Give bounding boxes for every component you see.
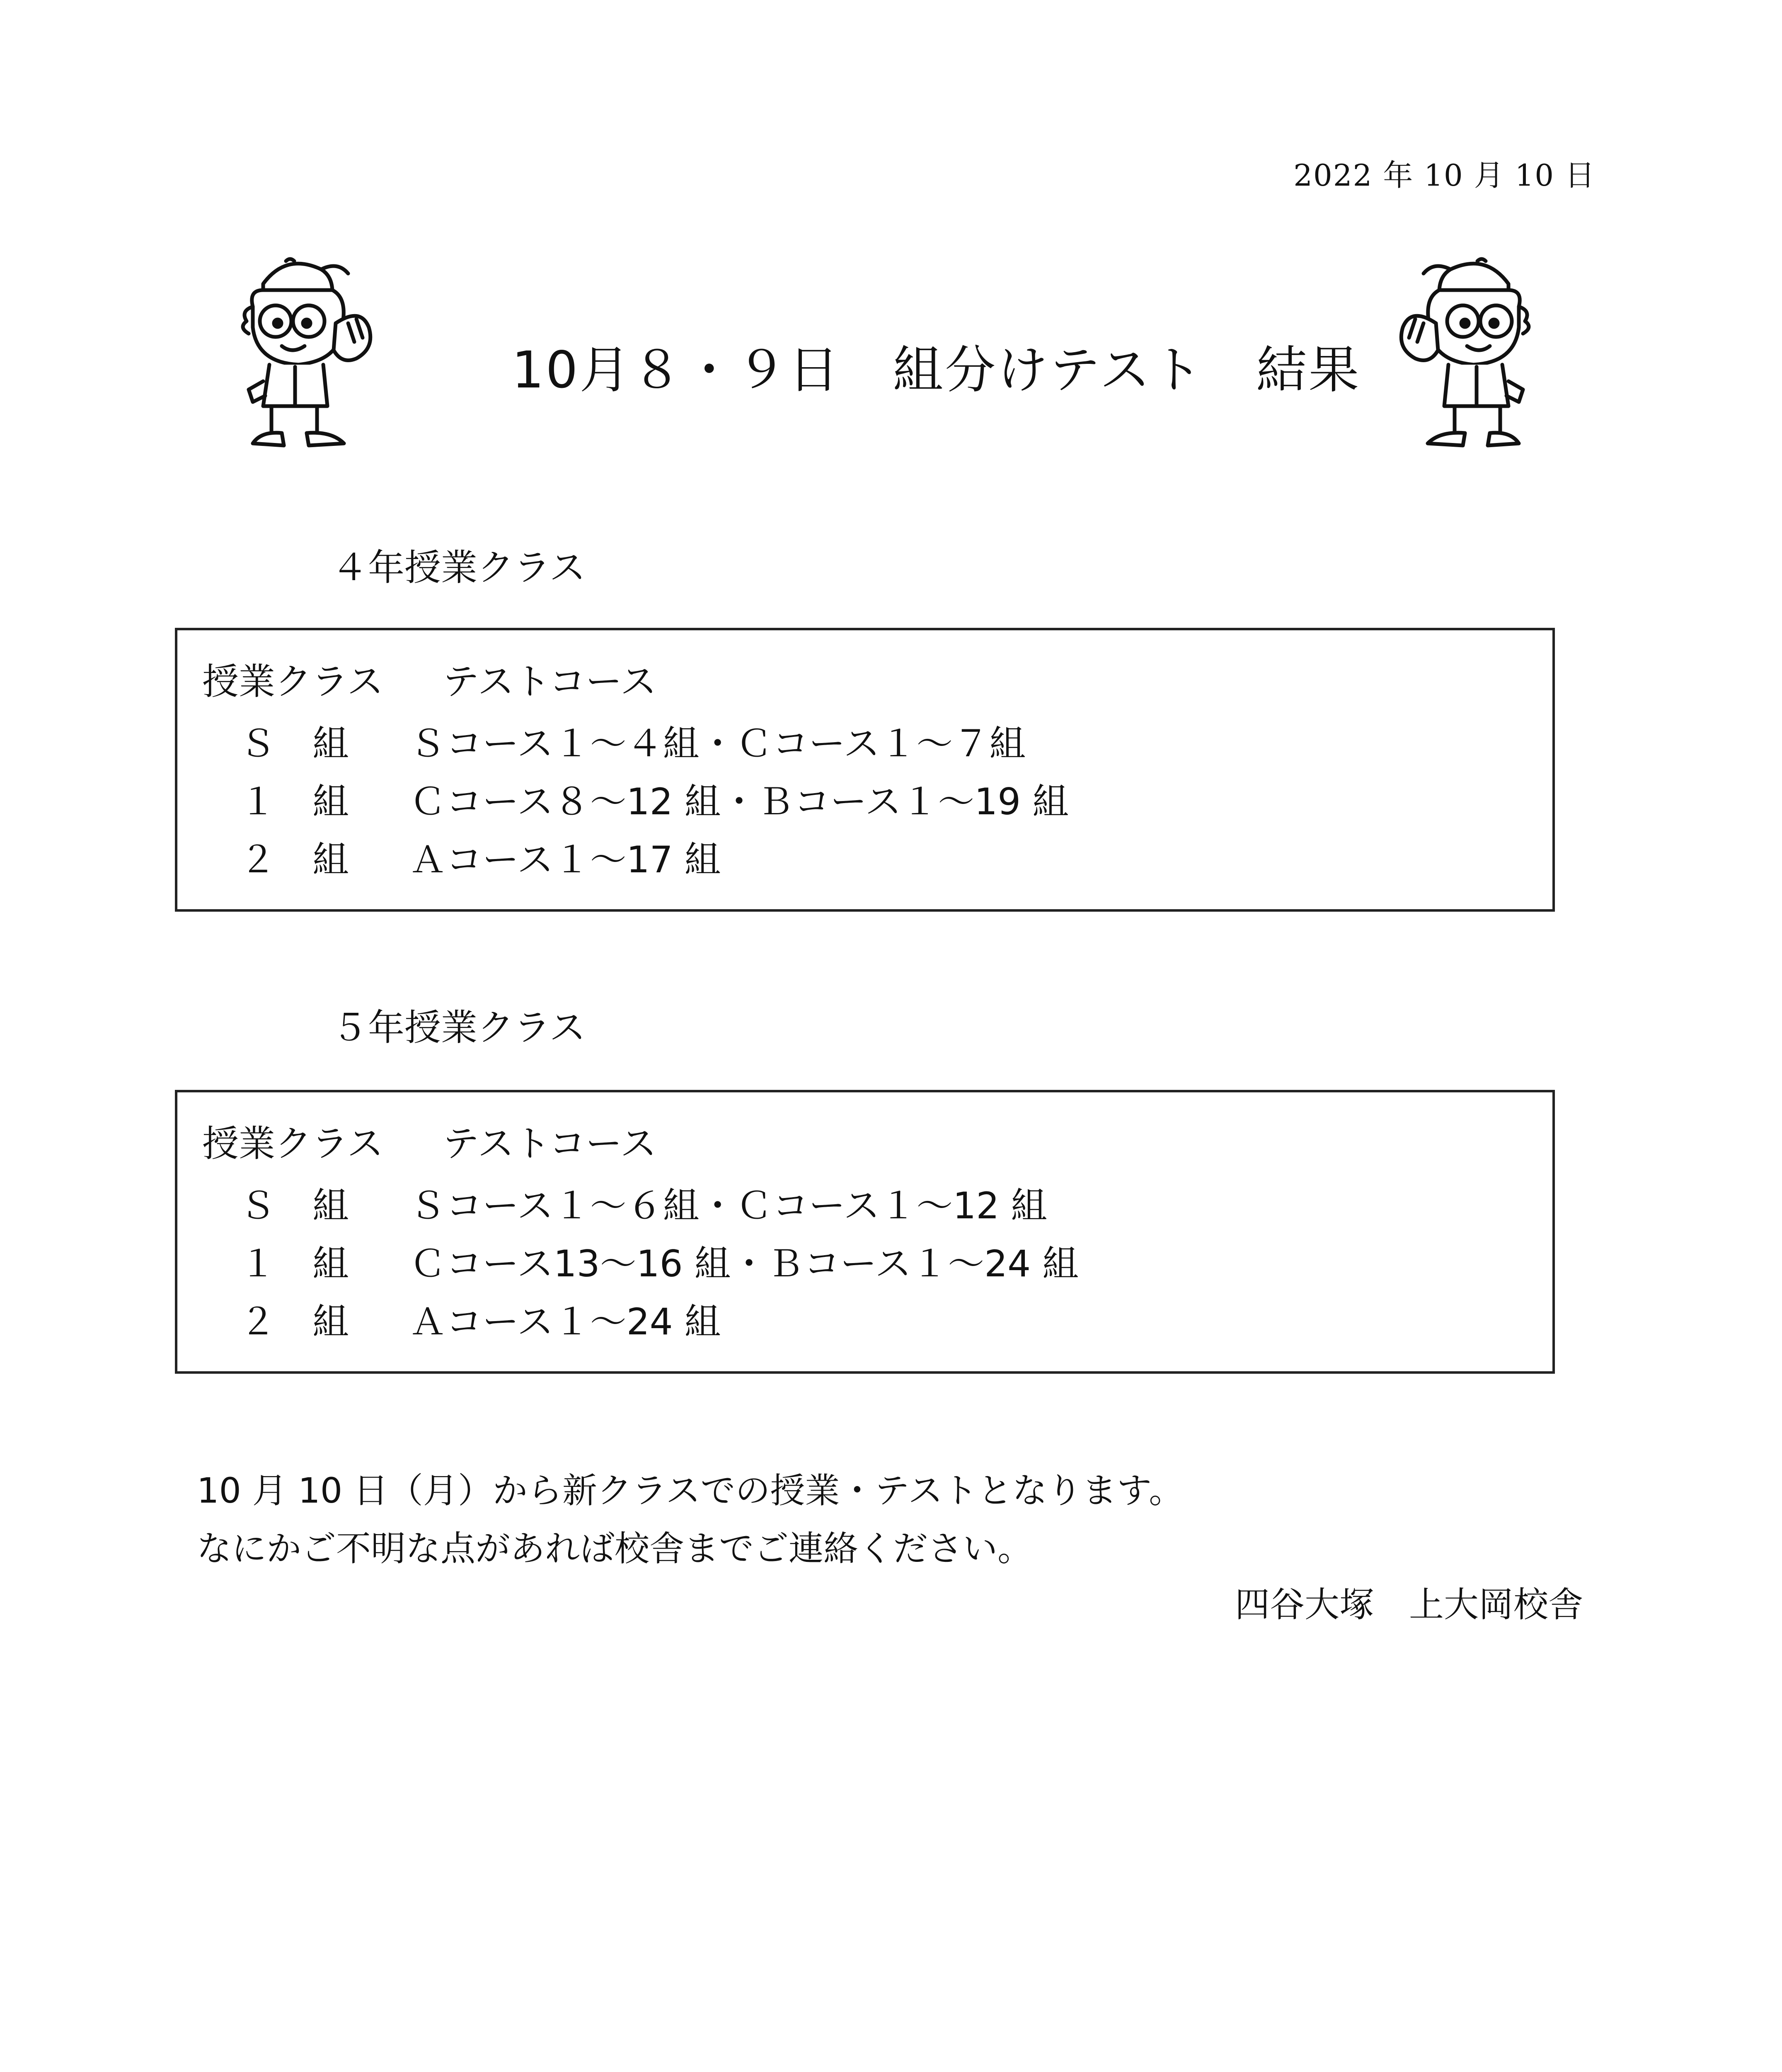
school-signature: 四谷大塚 上大岡校舎 [1235, 1584, 1583, 1625]
baseball-kid-mascot-icon [1390, 244, 1548, 460]
row-course-assignment: Ａコース１～24 組 [409, 1300, 721, 1343]
row-class-label: Ｓ 組 [240, 722, 349, 765]
notice-line-2: なにかご不明な点があれば校舎までご連絡ください。 [197, 1528, 1033, 1569]
row-course-assignment: Ｓコース１～４組・Ｃコース１～７組 [409, 722, 1026, 765]
row-class-label: １ 組 [240, 780, 349, 823]
row-class-label: ２ 組 [240, 838, 349, 881]
document-title: 10月８・９日 組分けテスト 結果 [512, 341, 1361, 399]
column-header-course: テストコース [443, 1122, 657, 1165]
notice-line-1: 10 月 10 日（月）から新クラスでの授業・テストとなります。 [197, 1470, 1184, 1511]
column-header-course: テストコース [443, 660, 657, 703]
row-course-assignment: Ｃコース８～12 組・Ｂコース１～19 組 [409, 780, 1069, 823]
row-course-assignment: Ｓコース１～６組・Ｃコース１～12 組 [409, 1184, 1048, 1227]
row-course-assignment: Ｃコース13～16 組・Ｂコース１～24 組 [409, 1242, 1079, 1285]
baseball-kid-mascot-icon [224, 244, 381, 460]
row-class-label: ２ 組 [240, 1300, 349, 1343]
section-heading-grade4: ４年授業クラス [332, 546, 586, 589]
row-class-label: １ 組 [240, 1242, 349, 1285]
row-class-label: Ｓ 組 [240, 1184, 349, 1227]
results-box-grade4 [175, 628, 1555, 912]
column-header-class: 授業クラス [202, 660, 384, 703]
document-date: 2022 年 10 月 10 日 [1293, 158, 1596, 193]
row-course-assignment: Ａコース１～17 組 [409, 838, 721, 881]
column-header-class: 授業クラス [202, 1122, 384, 1165]
section-heading-grade5: ５年授業クラス [332, 1006, 586, 1049]
results-box-grade5 [175, 1090, 1555, 1374]
